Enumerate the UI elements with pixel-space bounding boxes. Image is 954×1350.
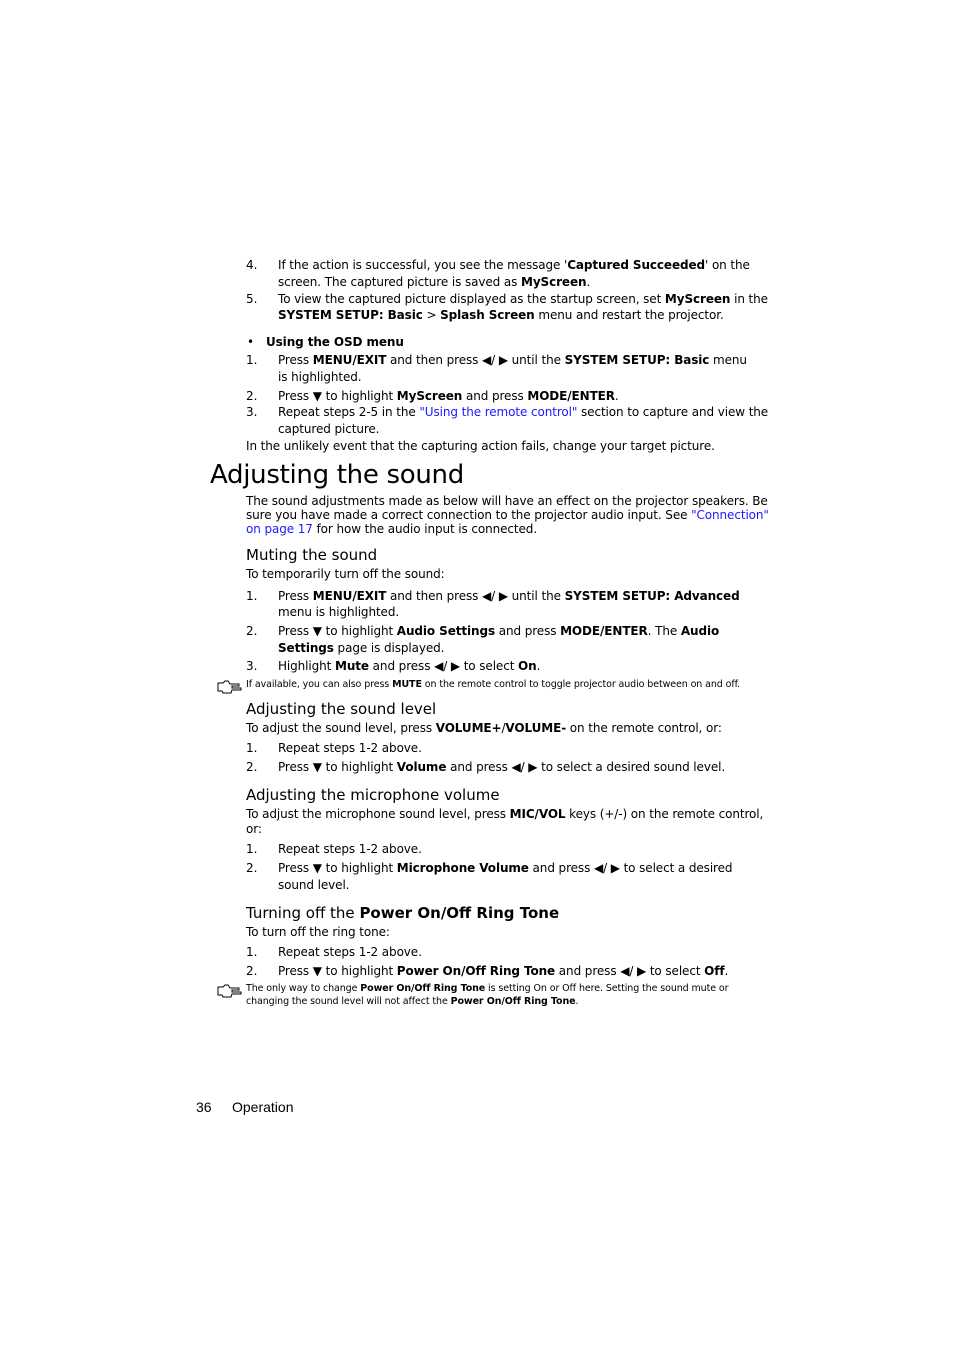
arrow-keys-icon: ◀/ ▶ [593, 861, 620, 875]
text: to select a desired [619, 861, 733, 875]
step-text: Repeat steps 1-2 above. [278, 741, 422, 755]
text: sure you have made a correct connection to the projector audio input. See [246, 508, 692, 522]
option-name: On [518, 659, 537, 673]
page-17-link[interactable]: on page 17 [246, 522, 313, 536]
key-name: VOLUME- [505, 721, 567, 735]
paragraph: To turn off the ring tone: [246, 925, 390, 939]
text: . [614, 389, 619, 403]
paragraph: To temporarily turn off the sound: [246, 567, 445, 581]
down-arrow-icon: ▼ [312, 964, 322, 978]
text: To adjust the microphone sound level, press [246, 807, 510, 821]
text: to select [459, 659, 519, 673]
paragraph: or: [246, 822, 262, 836]
step-text [278, 291, 768, 308]
text: Repeat steps 2-5 in the [278, 405, 420, 419]
paragraph: The sound adjustments made as below will have an effect on the projector speakers. Be [246, 494, 768, 508]
text: menu and restart the projector. [534, 308, 724, 322]
note-text [246, 982, 728, 995]
text: on the remote control, or: [566, 721, 722, 735]
down-arrow-icon: ▼ [312, 624, 322, 638]
step-number: 5. [246, 292, 258, 306]
step-text [278, 658, 540, 675]
footer-section-name: Operation [232, 1099, 294, 1115]
down-arrow-icon: ▼ [312, 389, 322, 403]
text: Press [278, 353, 313, 367]
text: menu [709, 353, 747, 367]
text: Highlight [278, 659, 335, 673]
option-name: Off [704, 964, 725, 978]
subsection-heading: Adjusting the sound level [246, 700, 437, 718]
step-text [278, 623, 719, 640]
menu-item-name: MyScreen [396, 389, 463, 403]
text: ' on the [705, 258, 750, 272]
key-name: MODE/ENTER [527, 389, 615, 403]
key-name: MIC/VOL [509, 807, 566, 821]
menu-name: SYSTEM SETUP: Basic [278, 308, 423, 322]
paragraph [246, 806, 763, 823]
step-number: 3. [246, 659, 258, 673]
menu-name: SYSTEM SETUP: Advanced [564, 589, 740, 603]
text: > [422, 308, 441, 322]
text: to highlight [321, 760, 397, 774]
step-number: 2. [246, 760, 258, 774]
text: on the remote control to toggle projector audio between on and off. [421, 679, 741, 690]
step-number: 1. [246, 589, 258, 603]
text: Press [278, 861, 313, 875]
step-text [278, 352, 747, 369]
menu-item-name: Microphone Volume [396, 861, 529, 875]
step-text [278, 388, 619, 405]
step-text [278, 759, 725, 776]
menu-item-name: Power On/Off Ring Tone [360, 983, 486, 994]
menu-item-name: MyScreen [664, 292, 731, 306]
step-number: 2. [246, 861, 258, 875]
menu-item-name: Volume [396, 760, 447, 774]
subsection-heading: Muting the sound [246, 546, 378, 564]
text: to highlight [321, 861, 397, 875]
paragraph: In the unlikely event that the capturing action fails, change your target picture. [246, 439, 715, 453]
menu-item-name: Audio Settings [396, 624, 495, 638]
step-number: 2. [246, 964, 258, 978]
text: until the [507, 589, 565, 603]
note-hand-icon [217, 982, 243, 998]
note-hand-icon [217, 678, 243, 694]
text: . [586, 275, 591, 289]
arrow-keys-icon: ◀/ ▶ [482, 353, 508, 367]
text: Press [278, 760, 313, 774]
step-number: 1. [246, 945, 258, 959]
key-name: MENU/EXIT [312, 353, 387, 367]
menu-name: SYSTEM SETUP: Basic [564, 353, 710, 367]
text: in the [730, 292, 768, 306]
step-text [278, 307, 724, 324]
text: to highlight [321, 964, 397, 978]
step-text: menu is highlighted. [278, 605, 400, 619]
text: Press [278, 964, 313, 978]
down-arrow-icon: ▼ [312, 760, 322, 774]
text: . [724, 964, 729, 978]
paragraph [246, 521, 537, 538]
message-name: Captured Succeeded [567, 258, 706, 272]
remote-control-link[interactable]: "Using the remote control" [419, 405, 578, 419]
step-number: 2. [246, 389, 258, 403]
note-text [246, 995, 578, 1008]
text: changing the sound level will not affect the [246, 996, 451, 1007]
text: and press [462, 389, 528, 403]
step-number: 2. [246, 624, 258, 638]
step-text [278, 404, 768, 421]
text: Press [278, 389, 313, 403]
step-number: 1. [246, 353, 258, 367]
arrow-keys-icon: ◀/ ▶ [482, 589, 508, 603]
text: for how the audio input is connected. [312, 522, 538, 536]
subsection-heading: Using the OSD menu [266, 335, 404, 349]
text: . The [647, 624, 681, 638]
text: to highlight [321, 624, 397, 638]
connection-link[interactable]: "Connection" [691, 508, 769, 522]
subsection-heading: Adjusting the microphone volume [246, 786, 500, 804]
text: If the action is successful, you see the message ' [278, 258, 568, 272]
step-text: sound level. [278, 878, 350, 892]
text: to select [646, 964, 705, 978]
step-number: 3. [246, 405, 258, 419]
step-number: 4. [246, 258, 258, 272]
text: page is displayed. [333, 641, 445, 655]
text: until the [507, 353, 565, 367]
note-text [246, 678, 740, 691]
text: and press [555, 964, 621, 978]
paragraph [246, 720, 722, 737]
text: section to capture and view the [577, 405, 769, 419]
step-text [278, 860, 732, 877]
text: Press [278, 624, 313, 638]
step-text [278, 257, 750, 274]
text: If available, you can also press [246, 679, 393, 690]
menu-item-name: Splash Screen [440, 308, 535, 322]
text: Power On/Off Ring Tone [359, 904, 560, 922]
step-text [278, 963, 728, 980]
arrow-keys-icon: ◀/ ▶ [434, 659, 460, 673]
text: is setting On or Off here. Setting the sound mute or [485, 983, 729, 994]
text: . [536, 659, 541, 673]
step-text: Repeat steps 1-2 above. [278, 842, 422, 856]
text: The only way to change [246, 983, 361, 994]
step-text [278, 588, 740, 605]
text: . [575, 996, 579, 1007]
menu-item-name: Mute [335, 659, 369, 673]
subsection-heading [246, 904, 559, 922]
text: screen. The captured picture is saved as [278, 275, 521, 289]
step-number: 1. [246, 842, 258, 856]
text: Press [278, 589, 313, 603]
arrow-keys-icon: ◀/ ▶ [620, 964, 647, 978]
menu-item-name: Audio [680, 624, 720, 638]
step-text: captured picture. [278, 422, 380, 436]
key-name: MENU/EXIT [312, 589, 387, 603]
step-text: is highlighted. [278, 370, 362, 384]
text: Turning off the [246, 904, 360, 922]
text: To adjust the sound level, press [246, 721, 436, 735]
text: / [501, 721, 506, 735]
text: To view the captured picture displayed as the startup screen, set [278, 292, 665, 306]
step-text [278, 274, 590, 291]
text: and press [368, 659, 435, 673]
menu-item-name: MyScreen [520, 275, 587, 289]
text: keys (+/-) on the remote control, [565, 807, 764, 821]
text: to highlight [321, 389, 397, 403]
text: and press [495, 624, 561, 638]
page-number: 36 [196, 1099, 212, 1115]
step-text: Repeat steps 1-2 above. [278, 945, 422, 959]
text: and then press [386, 353, 483, 367]
step-text [278, 640, 444, 657]
key-name: MODE/ENTER [560, 624, 648, 638]
section-title: Adjusting the sound [210, 460, 464, 490]
menu-item-name: Power On/Off Ring Tone [450, 996, 576, 1007]
step-number: 1. [246, 741, 258, 755]
text: and then press [386, 589, 483, 603]
text: to select a desired sound level. [537, 760, 726, 774]
menu-item-name: Power On/Off Ring Tone [396, 964, 556, 978]
key-name: VOLUME+ [435, 721, 502, 735]
bullet: • [247, 335, 255, 349]
menu-item-name: Settings [278, 641, 334, 655]
down-arrow-icon: ▼ [312, 861, 322, 875]
arrow-keys-icon: ◀/ ▶ [511, 760, 538, 774]
key-name: MUTE [392, 679, 422, 690]
text: and press [528, 861, 594, 875]
text: and press [446, 760, 512, 774]
